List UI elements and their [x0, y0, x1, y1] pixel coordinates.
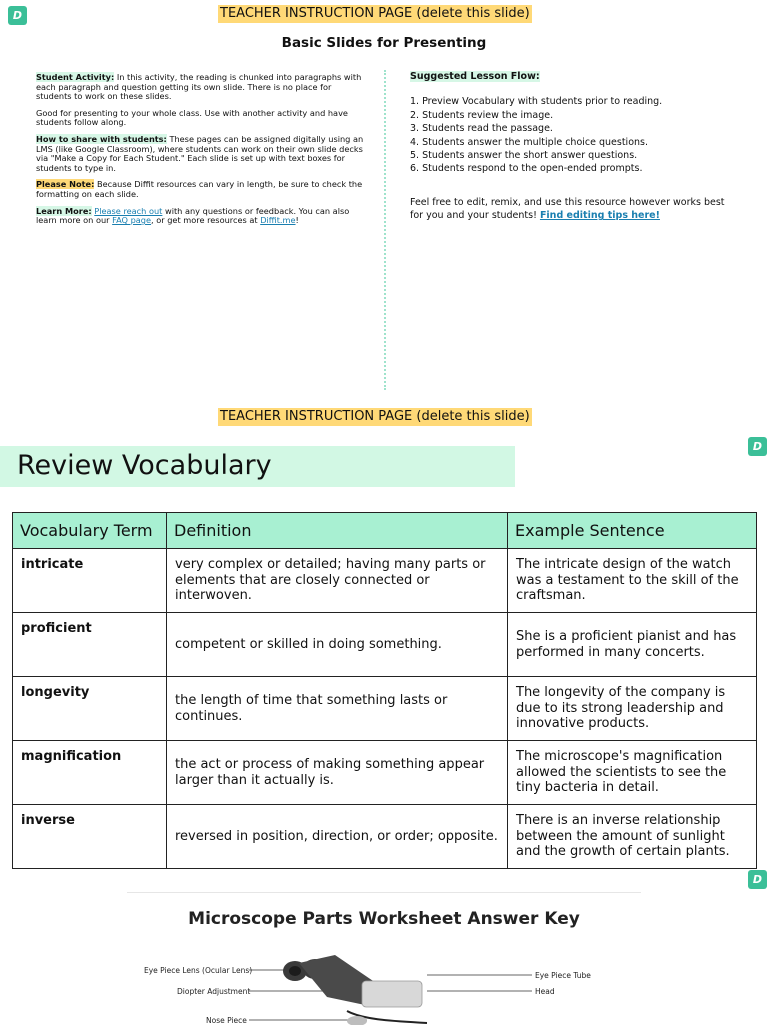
- student-activity-label: Student Activity:: [36, 72, 115, 82]
- vocab-example: The microscope's magnification allowed the scientists to see the tiny bacteria in detail.: [508, 741, 757, 805]
- share-label: How to share with students:: [36, 133, 167, 144]
- share-paragraph: [36, 135, 366, 173]
- learn-text-3: !: [295, 215, 299, 226]
- diffit-link[interactable]: Diffit.me: [260, 215, 296, 226]
- vocab-definition: very complex or detailed; having many parts or elements that are closely connected or interwoven.: [167, 549, 508, 613]
- learn-text-1: with any questions or feedback. You can also learn more on our: [36, 205, 350, 226]
- lesson-step: 5. Students answer the short answer questions.: [410, 150, 638, 162]
- vocabulary-table: [12, 512, 757, 869]
- table-row: [13, 805, 757, 869]
- lesson-step: 6. Students respond to the open-ended prompts.: [410, 163, 643, 175]
- table-row: [13, 741, 757, 805]
- good-for-paragraph: Good for presenting to your whole class. Use with another activity and have students follow along.: [36, 107, 348, 128]
- slide-title: Basic Slides for Presenting: [281, 35, 487, 51]
- vocab-definition: the act or process of making something appear larger than it actually is.: [167, 741, 508, 805]
- vocab-term: proficient: [13, 613, 167, 677]
- worksheet-title: Microscope Parts Worksheet Answer Key: [188, 909, 580, 929]
- column-header: Example Sentence: [508, 513, 757, 549]
- column-header: Vocabulary Term: [13, 513, 167, 549]
- vocab-example: The longevity of the company is due to its strong leadership and innovative products.: [508, 677, 757, 741]
- microscope-worksheet-image: [127, 892, 641, 1025]
- vocab-example: The intricate design of the watch was a testament to the skill of the craftsman.: [508, 549, 757, 613]
- note-label: Please Note:: [36, 179, 95, 190]
- vocab-example: There is an inverse relationship between the amount of sunlight and the growth of certain plants.: [508, 805, 757, 869]
- lesson-step: 1. Preview Vocabulary with students prior to reading.: [410, 96, 663, 108]
- section-title-bar: [0, 446, 515, 487]
- vocab-definition: reversed in position, direction, or order; opposite.: [167, 805, 508, 869]
- diffit-logo: D: [8, 6, 27, 25]
- label-eye-piece-lens: Eye Piece Lens (Ocular Lens): [144, 966, 253, 975]
- label-eye-piece-tube: Eye Piece Tube: [535, 971, 591, 980]
- diffit-logo: D: [748, 437, 767, 456]
- lesson-flow-list: [410, 95, 740, 175]
- feel-free-paragraph: Feel free to edit, remix, and use this resource however works best for you and your students! Find editing tips here!: [410, 196, 725, 222]
- learn-more-label: Learn More:: [36, 205, 92, 216]
- lesson-flow-label: Suggested Lesson Flow:: [410, 71, 540, 82]
- table-row: [13, 613, 757, 677]
- column-divider: [384, 70, 386, 390]
- instructions-left-column: [36, 73, 366, 233]
- vocab-definition: the length of time that something lasts or continues.: [167, 677, 508, 741]
- vocab-term: intricate: [13, 549, 167, 613]
- vocab-example: She is a proficient pianist and has performed in many concerts.: [508, 613, 757, 677]
- faq-link[interactable]: FAQ page: [112, 215, 152, 226]
- editing-tips-link[interactable]: Find editing tips here!: [539, 210, 660, 222]
- note-paragraph: [36, 180, 366, 199]
- note-text: Because Diffit resources can vary in length, be sure to check the formatting on each slide.: [36, 179, 363, 199]
- table-row: [13, 549, 757, 613]
- instructions-right-column: [410, 70, 740, 223]
- vocab-term: magnification: [13, 741, 167, 805]
- teacher-instruction-banner: TEACHER INSTRUCTION PAGE (delete this slide): [220, 6, 530, 21]
- student-activity-text: In this activity, the reading is chunked into paragraphs with each paragraph and question getting its own slide. There is no place for students to work on these slides.: [36, 72, 362, 102]
- vocab-term: longevity: [13, 677, 167, 741]
- learn-more-paragraph: [36, 207, 366, 226]
- label-diopter: Diopter Adjustment: [177, 987, 251, 996]
- student-activity-paragraph: [36, 73, 366, 102]
- vocab-term: inverse: [13, 805, 167, 869]
- diffit-logo: D: [748, 870, 767, 889]
- microscope-illustration: [127, 893, 641, 1025]
- table-header-row: [13, 513, 757, 549]
- label-nose-piece: Nose Piece: [206, 1016, 247, 1025]
- vocab-definition: competent or skilled in doing something.: [167, 613, 508, 677]
- teacher-instruction-banner-bottom: TEACHER INSTRUCTION PAGE (delete this slide): [220, 409, 530, 424]
- learn-text-2: , or get more resources at: [151, 215, 261, 226]
- lesson-step: 2. Students review the image.: [410, 109, 554, 121]
- section-title: Review Vocabulary: [17, 450, 272, 481]
- label-head: Head: [535, 987, 555, 996]
- share-text: These pages can be assigned digitally using an LMS (like Google Classroom), where students can work on their own slide decks via "Make a Copy for Each Student." Each slide is set up with text boxes for students to type in.: [36, 133, 364, 173]
- column-header: Definition: [167, 513, 508, 549]
- table-row: [13, 677, 757, 741]
- lesson-step: 3. Students read the passage.: [410, 123, 553, 135]
- reach-out-link[interactable]: Please reach out: [94, 205, 163, 216]
- lesson-step: 4. Students answer the multiple choice questions.: [410, 136, 649, 148]
